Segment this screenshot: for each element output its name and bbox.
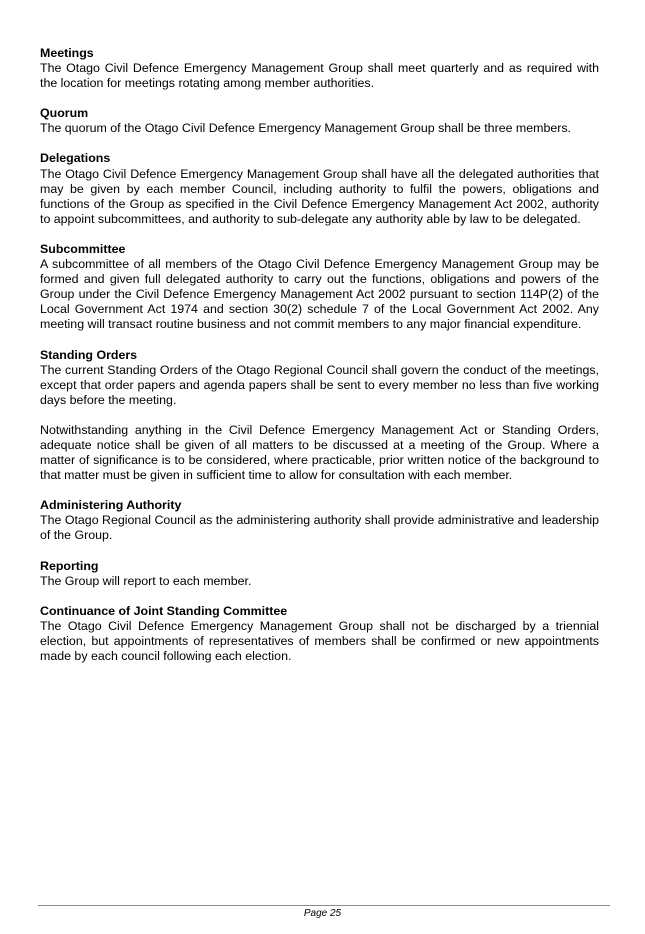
section-heading: Standing Orders	[40, 347, 138, 362]
section-standing-orders	[40, 348, 599, 484]
section-paragraph: A subcommittee of all members of the Otago Civil Defence Emergency Management Group may be formed and given full delegated authority to carry out the functions, obligations and powers of the Group under the Civil Defence Emergency Management Act 2002 pursuant to section 114P(2) of the Local Government Act 1974 and section 30(2) schedule 7 of the Local Government Act 2002. Any meeting will transact routine business and not commit members to any major financial expenditure.	[40, 257, 599, 332]
document-body	[40, 46, 599, 679]
section-delegations	[40, 151, 599, 226]
section-paragraph: Notwithstanding anything in the Civil Defence Emergency Management Act or Standing Orders, adequate notice shall be given of all matters to be discussed at a meeting of the Group. Where a matter of significance is to be considered, where practicable, prior written notice of the background to that matter must be given in sufficient time to allow for consultation with each member.	[40, 422, 599, 483]
section-paragraph: The Otago Civil Defence Emergency Management Group shall have all the delegated authorities that may be given by each member Council, including authority to fulfil the powers, obligations and functions of the Group as specified in the Civil Defence Emergency Management Act 2002, authority to appoint subcommittees, and authority to sub-delegate any authority able by law to be delegated.	[40, 166, 599, 226]
section-heading: Subcommittee	[40, 241, 126, 256]
page-number: Page 25	[303, 908, 342, 919]
section-subcommittee	[40, 242, 599, 333]
section-paragraph: The current Standing Orders of the Otago Regional Council shall govern the conduct of the meetings, except that order papers and agenda papers shall be sent to every member no less than five working days before the meeting.	[40, 362, 599, 407]
section-heading: Reporting	[40, 558, 99, 573]
section-continuance	[40, 604, 599, 664]
section-meetings	[40, 46, 599, 91]
section-quorum	[40, 106, 599, 136]
section-heading: Meetings	[40, 46, 94, 60]
section-heading: Delegations	[40, 151, 111, 166]
section-paragraph: The Otago Civil Defence Emergency Management Group shall not be discharged by a triennial election, but appointments of representatives of members shall be confirmed or new appointments made by each council following each election.	[40, 618, 599, 663]
section-heading: Continuance of Joint Standing Committee	[40, 603, 288, 618]
section-administering-authority	[40, 498, 599, 543]
section-paragraph: The Group will report to each member.	[40, 573, 252, 588]
section-heading: Quorum	[40, 106, 89, 121]
section-paragraph: The Otago Civil Defence Emergency Management Group shall meet quarterly and as required with the location for meetings rotating among member authorities.	[40, 61, 599, 91]
section-paragraph: The quorum of the Otago Civil Defence Emergency Management Group shall be three members.	[40, 121, 571, 136]
footer-divider	[38, 905, 610, 906]
section-reporting	[40, 559, 599, 589]
section-heading: Administering Authority	[40, 498, 182, 513]
section-paragraph: The Otago Regional Council as the administering authority shall provide administrative and leadership of the Group.	[40, 513, 599, 543]
